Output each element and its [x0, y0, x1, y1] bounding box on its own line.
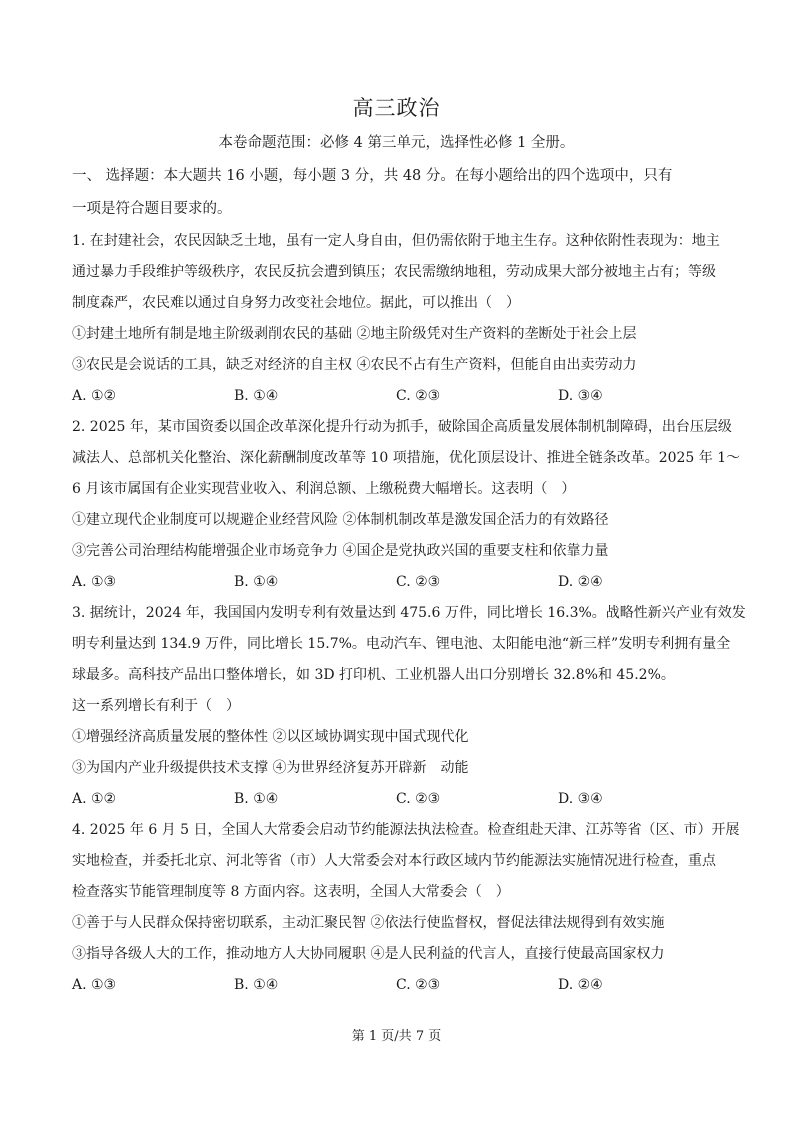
- question-4: [72, 815, 752, 1001]
- option-b: B. ①④: [234, 977, 279, 993]
- exam-scope: 本卷命题范围：必修 4 第三单元，选择性必修 1 全册。: [218, 135, 575, 151]
- statement-line: ①善于与人民群众保持密切联系，主动汇聚民智 ②依法行使监督权，督促法律法规得到有效实施: [72, 915, 665, 931]
- option-a: A. ①②: [72, 388, 117, 404]
- question-stem-line: 球最多。高科技产品出口整体增长，如 3D 打印机、工业机器人出口分别增长 32.8%和 45.2%。: [72, 667, 675, 683]
- option-a: A. ①②: [72, 791, 117, 807]
- question-stem-line: 通过暴力手段维护等级秩序，农民反抗会遭到镇压；农民需缴纳地租，劳动成果大部分被地主占有；等级: [72, 264, 716, 280]
- option-c: C. ②③: [396, 574, 441, 590]
- statement-line: ③农民是会说话的工具，缺乏对经济的自主权 ④农民不占有生产资料，但能自由出卖劳动力: [72, 357, 637, 373]
- question-stem-line: 6 月该市属国有企业实现营业收入、利润总额、上缴税费大幅增长。这表明（ ）: [72, 481, 576, 497]
- option-b: B. ①④: [234, 791, 279, 807]
- option-d: D. ②④: [558, 574, 603, 590]
- statement-line: ③为国内产业升级提供技术支撑 ④为世界经济复苏开辟新 动能: [72, 760, 469, 776]
- option-a: A. ①③: [72, 574, 117, 590]
- question-stem-line: 实地检查，并委托北京、河北等省（市）人大常委会对本行政区域内节约能源法实施情况进行检查，重点: [72, 853, 716, 869]
- question-stem-line: 3. 据统计，2024 年，我国国内发明专利有效量达到 475.6 万件，同比增长 16.3%。战略性新兴产业有效发: [72, 605, 746, 621]
- question-1: [72, 226, 752, 412]
- statement-line: ③完善公司治理结构能增强企业市场竞争力 ④国企是党执政兴国的重要支柱和依靠力量: [72, 543, 609, 559]
- question-stem-line: 明专利量达到 134.9 万件，同比增长 15.7%。电动汽车、锂电池、太阳能电池“新三样”发明专利拥有量全: [72, 636, 731, 652]
- option-c: C. ②③: [396, 388, 441, 404]
- option-a: A. ①③: [72, 977, 117, 993]
- answer-options: [72, 567, 752, 598]
- option-c: C. ②③: [396, 977, 441, 993]
- question-stem-line: 2. 2025 年，某市国资委以国企改革深化提升行动为抓手，破除国企高质量发展体制机制障碍，出台压层级: [72, 419, 732, 435]
- question-3: [72, 598, 752, 815]
- answer-options: [72, 784, 752, 815]
- answer-options: [72, 381, 752, 412]
- option-b: B. ①④: [234, 388, 279, 404]
- question-2: [72, 412, 752, 598]
- statement-line: ①建立现代企业制度可以规避企业经营风险 ②体制机制改革是激发国企活力的有效路径: [72, 512, 609, 528]
- question-stem-line: 这一系列增长有利于（ ）: [72, 698, 240, 714]
- option-d: D. ③④: [558, 388, 603, 404]
- question-stem-line: 制度森严，农民难以通过自身努力改变社会地位。据此，可以推出（ ）: [72, 295, 520, 311]
- exam-title: 高三政治: [352, 96, 441, 120]
- question-stem-line: 检查落实节能管理制度等 8 方面内容。这表明，全国人大常委会（ ）: [72, 884, 510, 900]
- exam-body: [72, 160, 752, 1001]
- section-intro-line: 一、 选择题：本大题共 16 小题，每小题 3 分，共 48 分。在每小题给出的四个选项中，只有: [72, 168, 673, 184]
- question-stem-line: 减法人、总部机关化整治、深化薪酬制度改革等 10 项措施，优化顶层设计、推进全链条改革。2025 年 1～: [72, 450, 741, 466]
- option-d: D. ③④: [558, 791, 603, 807]
- question-stem-line: 1. 在封建社会，农民因缺乏土地，虽有一定人身自由，但仍需依附于地主生存。这种依附性表现为：地主: [72, 233, 720, 249]
- option-b: B. ①④: [234, 574, 279, 590]
- option-c: C. ②③: [396, 791, 441, 807]
- question-stem-line: 4. 2025 年 6 月 5 日，全国人大常委会启动节约能源法执法检查。检查组赴天津、江苏等省（区、市）开展: [72, 822, 740, 838]
- answer-options: [72, 970, 752, 1001]
- option-d: D. ②④: [558, 977, 603, 993]
- statement-line: ①封建土地所有制是地主阶级剥削农民的基础 ②地主阶级凭对生产资料的垄断处于社会上层: [72, 326, 637, 342]
- statement-line: ③指导各级人大的工作，推动地方人大协同履职 ④是人民利益的代言人，直接行使最高国家权力: [72, 946, 665, 962]
- page-number: 第 1 页/共 7 页: [351, 1029, 442, 1044]
- statement-line: ①增强经济高质量发展的整体性 ②以区域协调实现中国式现代化: [72, 729, 469, 745]
- section-intro-line: 一项是符合题目要求的。: [72, 201, 232, 217]
